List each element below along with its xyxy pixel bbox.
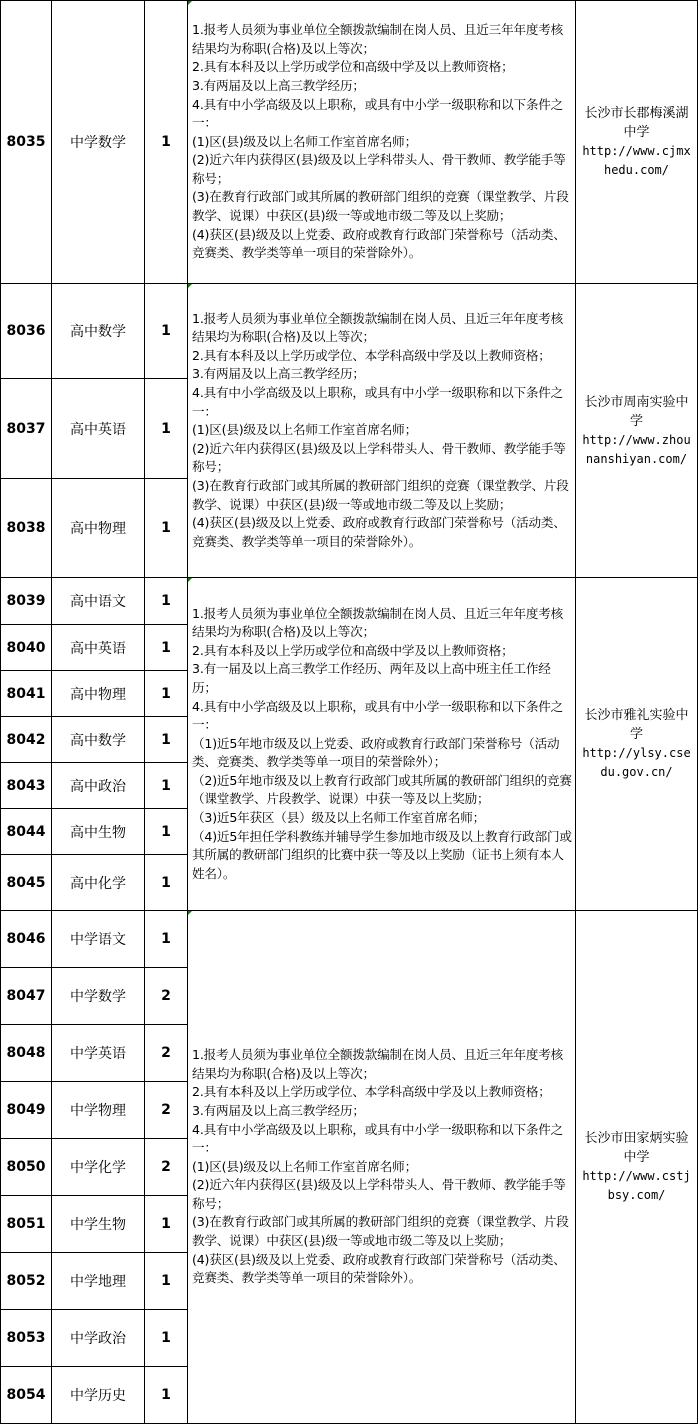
- requirement-item: 4.具有中小学高级及以上职称，或具有中小学一级职称和以下条件之一：: [192, 96, 564, 131]
- position-count: 1: [145, 911, 188, 968]
- requirements-list: [192, 21, 572, 263]
- position-code: 8047: [1, 968, 52, 1025]
- requirement-item: （2)近5年地市级及以上教育行政部门或其所属的教研部门组织的竞赛（课堂教学、片段教学、说课）中获一等及以上奖励；: [192, 772, 572, 807]
- school-name: 长沙市长郡梅溪湖中学: [584, 106, 689, 140]
- position-subject: 中学语文: [52, 911, 145, 968]
- position-code: 8050: [1, 1139, 52, 1196]
- requirement-item: 4.具有中小学高级及以上职称，或具有中小学一级职称和以下条件之一：: [192, 1121, 564, 1156]
- position-subject: 高中政治: [52, 763, 145, 809]
- position-count: 1: [145, 717, 188, 763]
- requirement-item: 2.具有本科及以上学历或学位、本学科高级中学及以上教师资格；: [192, 347, 551, 363]
- requirement-item: 2.具有本科及以上学历或学位和高级中学及以上教师资格；: [192, 59, 514, 75]
- school-name: 长沙市田家炳实验中学: [584, 1131, 689, 1165]
- school-url[interactable]: http://ylsy.csedu.gov.cn/: [582, 746, 691, 779]
- position-subject: 高中化学: [52, 855, 145, 911]
- cell-corner-marker: [188, 284, 192, 288]
- position-code: 8043: [1, 763, 52, 809]
- position-count: 1: [145, 1, 188, 284]
- position-count: 2: [145, 1082, 188, 1139]
- table-row: [1, 911, 698, 968]
- position-code: 8054: [1, 1367, 52, 1424]
- school-url[interactable]: http://www.cstjbsy.com/: [582, 1169, 691, 1202]
- requirement-item: （1)近5年地市级及以上党委、政府或教育行政部门荣誉称号（活动类、竞赛类、教学类等单一项目的荣誉除外）；: [192, 735, 560, 770]
- position-count: 1: [145, 1367, 188, 1424]
- requirement-item: 3.有一届及以上高三教学工作经历、两年及以上高中班主任工作经历；: [192, 661, 551, 695]
- school-cell: [576, 284, 698, 578]
- table-row: [1, 284, 698, 379]
- position-code: 8051: [1, 1196, 52, 1253]
- position-code: 8052: [1, 1253, 52, 1310]
- requirement-item: （3)近5年获区（县）级及以上名师工作室首席名师；: [192, 810, 486, 826]
- requirement-item: （4)近5年担任学科教练并辅导学生参加地市级及以上教育行政部门或其所属的教研部门组织的比赛中获一等及以上奖励（证书上须有本人姓名）。: [192, 828, 572, 881]
- requirements-list: [192, 310, 572, 552]
- position-count: 1: [145, 479, 188, 578]
- cell-corner-marker: [188, 911, 192, 915]
- requirement-item: 2.具有本科及以上学历或学位、本学科高级中学及以上教师资格；: [192, 1084, 551, 1100]
- position-count: 1: [145, 578, 188, 625]
- table-row: [1, 1, 698, 284]
- position-code: 8037: [1, 379, 52, 479]
- position-subject: 中学历史: [52, 1367, 145, 1424]
- requirements-cell: [188, 1, 576, 284]
- position-count: 1: [145, 284, 188, 379]
- school-name: 长沙市雅礼实验中学: [584, 708, 689, 742]
- position-code: 8039: [1, 578, 52, 625]
- position-subject: 中学英语: [52, 1025, 145, 1082]
- position-count: 1: [145, 379, 188, 479]
- position-count: 1: [145, 1310, 188, 1367]
- cell-corner-marker: [188, 1, 192, 5]
- position-count: 1: [145, 1196, 188, 1253]
- requirement-item: 1.报考人员须为事业单位全额拨款编制在岗人员、且近三年年度考核结果均为称职(合格)及以上等次；: [192, 310, 564, 345]
- requirements-list: [192, 1046, 572, 1288]
- requirement-item: 3.有两届及以上高三教学经历；: [192, 366, 365, 382]
- position-subject: 高中数学: [52, 284, 145, 379]
- position-code: 8045: [1, 855, 52, 911]
- position-code: 8044: [1, 809, 52, 855]
- requirement-item: 4.具有中小学高级及以上职称，或具有中小学一级职称和以下条件之一：: [192, 385, 564, 419]
- position-count: 2: [145, 968, 188, 1025]
- requirement-item: (1)区(县)级及以上名师工作室首席名师；: [192, 133, 417, 149]
- position-subject: 高中英语: [52, 625, 145, 671]
- position-count: 1: [145, 809, 188, 855]
- position-code: 8046: [1, 911, 52, 968]
- requirement-item: 1.报考人员须为事业单位全额拨款编制在岗人员、且近三年年度考核结果均为称职(合格)及以上等次；: [192, 22, 564, 56]
- requirement-item: (3)在教育行政部门或其所属的教研部门组织的竞赛（课堂教学、片段教学、说课）中获区(县)级一等或地市级二等及以上奖励；: [192, 1214, 569, 1249]
- requirements-cell: [188, 911, 576, 1424]
- position-count: 1: [145, 625, 188, 671]
- position-count: 1: [145, 763, 188, 809]
- table-row: [1, 578, 698, 625]
- school-cell: [576, 911, 698, 1424]
- position-subject: 高中语文: [52, 578, 145, 625]
- requirement-item: (4)获区(县)级及以上党委、政府或教育行政部门荣誉称号（活动类、竞赛类、教学类等单一项目的荣誉除外）。: [192, 515, 566, 549]
- requirement-item: (2)近六年内获得区(县)级及以上学科带头人、骨干教师、教学能手等称号；: [192, 1177, 566, 1211]
- requirement-item: (2)近六年内获得区(县)级及以上学科带头人、骨干教师、教学能手等称号；: [192, 440, 566, 475]
- requirements-cell: [188, 578, 576, 911]
- position-code: 8041: [1, 671, 52, 717]
- position-subject: 高中物理: [52, 671, 145, 717]
- position-subject: 高中数学: [52, 717, 145, 763]
- position-count: 1: [145, 671, 188, 717]
- position-subject: 中学物理: [52, 1082, 145, 1139]
- position-code: 8049: [1, 1082, 52, 1139]
- requirements-list: [192, 605, 572, 884]
- position-code: 8053: [1, 1310, 52, 1367]
- position-code: 8042: [1, 717, 52, 763]
- school-url[interactable]: http://www.zhounanshiyan.com/: [582, 432, 691, 466]
- position-subject: 中学数学: [52, 1, 145, 284]
- school-cell: [576, 578, 698, 911]
- position-count: 2: [145, 1139, 188, 1196]
- position-count: 1: [145, 855, 188, 911]
- position-code: 8038: [1, 479, 52, 578]
- requirement-item: (1)区(县)级及以上名师工作室首席名师；: [192, 422, 417, 438]
- requirement-item: 3.有两届及以上高三教学经历；: [192, 1102, 365, 1118]
- requirement-item: 3.有两届及以上高三教学经历；: [192, 77, 365, 93]
- position-subject: 中学生物: [52, 1196, 145, 1253]
- school-url[interactable]: http://www.cjmxhedu.com/: [582, 144, 691, 177]
- cell-corner-marker: [188, 578, 192, 582]
- requirements-cell: [188, 284, 576, 578]
- requirement-item: (2)近六年内获得区(县)级及以上学科带头人、骨干教师、教学能手等称号；: [192, 152, 566, 186]
- position-count: 2: [145, 1025, 188, 1082]
- school-name: 长沙市周南实验中学: [584, 394, 689, 429]
- requirement-item: (4)获区(县)级及以上党委、政府或教育行政部门荣誉称号（活动类、竞赛类、教学类等单一项目的荣誉除外）。: [192, 1251, 566, 1286]
- requirement-item: (1)区(县)级及以上名师工作室首席名师；: [192, 1158, 417, 1174]
- position-subject: 中学政治: [52, 1310, 145, 1367]
- school-cell: [576, 1, 698, 284]
- position-code: 8048: [1, 1025, 52, 1082]
- position-subject: 高中物理: [52, 479, 145, 578]
- requirement-item: 2.具有本科及以上学历或学位和高级中学及以上教师资格；: [192, 642, 514, 658]
- position-subject: 高中生物: [52, 809, 145, 855]
- position-subject: 中学数学: [52, 968, 145, 1025]
- requirement-item: 4.具有中小学高级及以上职称，或具有中小学一级职称和以下条件之一：: [192, 698, 564, 733]
- requirement-item: 1.报考人员须为事业单位全额拨款编制在岗人员、且近三年年度考核结果均为称职(合格)及以上等次；: [192, 605, 564, 640]
- requirement-item: (4)获区(县)级及以上党委、政府或教育行政部门荣誉称号（活动类、竞赛类、教学类等单一项目的荣誉除外）。: [192, 226, 566, 261]
- requirement-item: (3)在教育行政部门或其所属的教研部门组织的竞赛（课堂教学、片段教学、说课）中获区(县)级一等或地市级二等及以上奖励；: [192, 189, 569, 224]
- position-code: 8036: [1, 284, 52, 379]
- position-subject: 中学化学: [52, 1139, 145, 1196]
- requirement-item: 1.报考人员须为事业单位全额拨款编制在岗人员、且近三年年度考核结果均为称职(合格)及以上等次；: [192, 1047, 564, 1081]
- position-code: 8040: [1, 625, 52, 671]
- position-count: 1: [145, 1253, 188, 1310]
- position-code: 8035: [1, 1, 52, 284]
- position-subject: 中学地理: [52, 1253, 145, 1310]
- requirement-item: (3)在教育行政部门或其所属的教研部门组织的竞赛（课堂教学、片段教学、说课）中获区(县)级一等或地市级二等及以上奖励；: [192, 477, 569, 512]
- position-subject: 高中英语: [52, 379, 145, 479]
